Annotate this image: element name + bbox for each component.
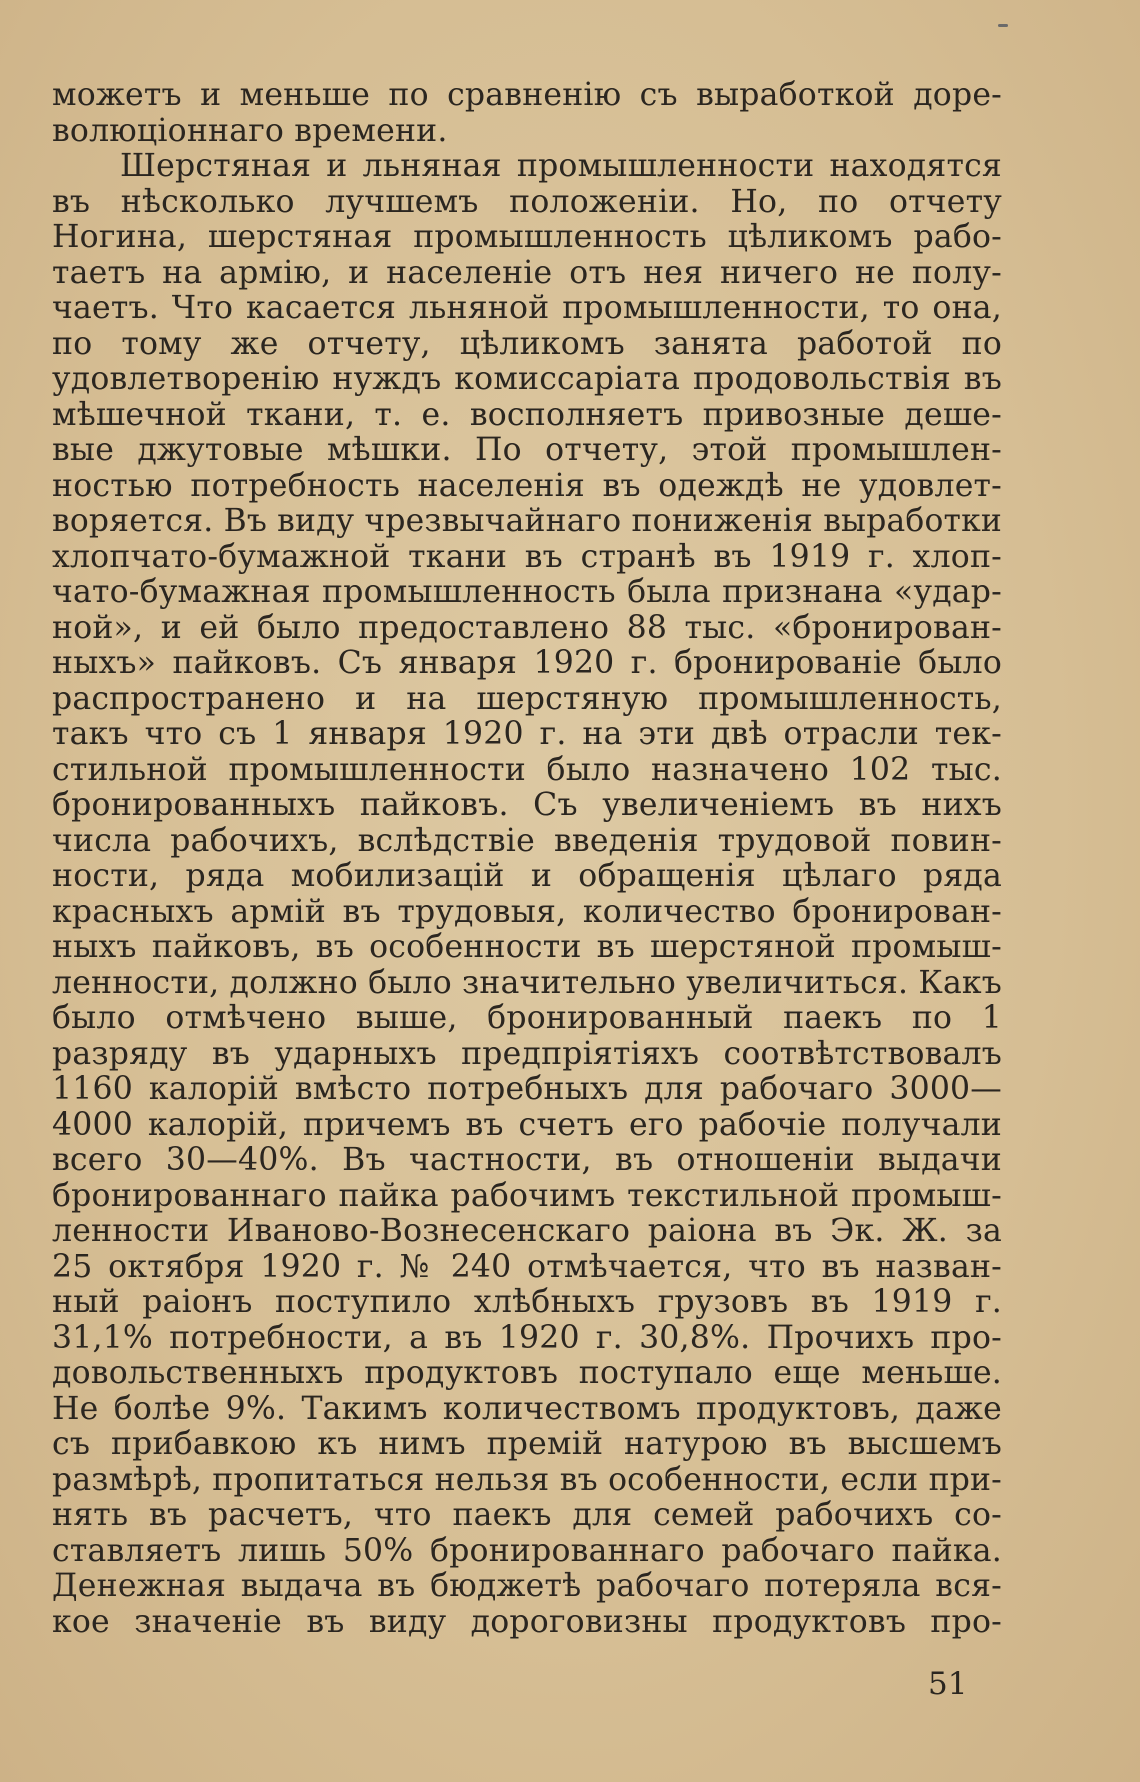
text-line: волюціоннаго времени. (52, 112, 448, 149)
text-line: нять въ расчетъ, что паекъ для семей рабочихъ со- (52, 1497, 1002, 1533)
text-line: Не болѣе 9%. Такимъ количествомъ продуктовъ, даже (52, 1390, 1002, 1427)
text-line: можетъ и меньше по сравненію съ выработкой доре- (52, 77, 1002, 113)
text-line: 25 октября 1920 г. № 240 отмѣчается, что въ назван- (52, 1248, 1002, 1285)
text-line: было отмѣчено выше, бронированный паекъ по 1 (52, 1000, 1002, 1036)
text-line: всего 30—40%. Въ частности, въ отношеніи выдачи (52, 1142, 1002, 1178)
text-line: ныхъ» пайковъ. Съ января 1920 г. бронированіе было (52, 645, 1002, 681)
text-line: хлопчато-бумажной ткани въ странѣ въ 1919 г. хлоп- (52, 538, 1002, 575)
text-line: мѣшечной ткани, т. е. восполняетъ привозные деше- (52, 396, 1002, 433)
text-line: 4000 калорій, причемъ въ счетъ его рабочіе получали (52, 1106, 1002, 1143)
text-line: такъ что съ 1 января 1920 г. на эти двѣ отрасли тек- (52, 716, 1002, 752)
text-line: кое значеніе въ виду дороговизны продуктовъ про- (52, 1603, 1002, 1640)
text-line: въ нѣсколько лучшемъ положеніи. Но, по отчету (52, 183, 1002, 220)
text-line: 1160 калорій вмѣсто потребныхъ для рабочаго 3000— (52, 1071, 1002, 1107)
text-line: разряду въ ударныхъ предпріятіяхъ соотвѣтствовалъ (52, 1035, 1002, 1072)
text-line: ной», и ей было предоставлено 88 тыс. «бронирован- (52, 609, 1002, 646)
text-line: красныхъ армій въ трудовыя, количество бронирован- (52, 893, 1002, 930)
text-line: распространено и на шерстяную промышленность, (52, 680, 1002, 717)
text-line: бронированныхъ пайковъ. Съ увеличеніемъ въ нихъ (52, 787, 1002, 823)
text-line: ставляетъ лишь 50% бронированнаго рабочаго пайка. (52, 1532, 1002, 1569)
text-line: размѣрѣ, пропитаться нельзя въ особенности, если при- (52, 1461, 1002, 1498)
text-line: таетъ на армію, и населеніе отъ нея ничего не полу- (52, 254, 1002, 291)
body-text (52, 78, 1002, 1640)
text-line: удовлетворенію нуждъ комиссаріата продовольствія въ (52, 361, 1002, 397)
text-line: чато-бумажная промышленность была признана «удар- (52, 574, 1002, 610)
text-line: вые джутовые мѣшки. По отчету, этой промышлен- (52, 432, 1002, 468)
text-line: ленности Иваново-Вознесенскаго раіона въ Эк. Ж. за (52, 1213, 1002, 1249)
text-line: 31,1% потребности, а въ 1920 г. 30,8%. Прочихъ про- (52, 1319, 1002, 1356)
paragraph-first-line: Шерстяная и льняная промышленности находятся (120, 148, 1002, 184)
page-number: 51 (928, 1666, 968, 1702)
text-line: ности, ряда мобилизацій и обращенія цѣлаго ряда (52, 858, 1002, 894)
text-line: воряется. Въ виду чрезвычайнаго пониженія выработки (52, 503, 1002, 539)
text-line: ленности, должно было значительно увеличиться. Какъ (52, 964, 1003, 1001)
text-line: Ногина, шерстяная промышленность цѣликомъ рабо- (52, 219, 1002, 255)
text-line: бронированнаго пайка рабочимъ текстильной промыш- (52, 1177, 1002, 1214)
text-line: ный раіонъ поступило хлѣбныхъ грузовъ въ 1919 г. (52, 1284, 1002, 1320)
print-speck (998, 24, 1008, 27)
text-line: довольственныхъ продуктовъ поступало еще меньше. (52, 1355, 1002, 1391)
text-line: чаетъ. Что касается льняной промышленности, то она, (52, 290, 1002, 326)
text-line: Денежная выдача въ бюджетѣ рабочаго потеряла вся- (52, 1568, 1002, 1604)
text-line: ныхъ пайковъ, въ особенности въ шерстяной промыш- (52, 929, 1002, 965)
text-line: числа рабочихъ, вслѣдствіе введенія трудовой повин- (52, 822, 1002, 859)
text-line: по тому же отчету, цѣликомъ занята работой по (52, 325, 1002, 362)
text-line: ностью потребность населенія въ одеждѣ не удовлет- (52, 467, 1002, 504)
text-line: съ прибавкою къ нимъ премій натурою въ высшемъ (52, 1426, 1002, 1462)
text-line: стильной промышленности было назначено 102 тыс. (52, 751, 1002, 788)
